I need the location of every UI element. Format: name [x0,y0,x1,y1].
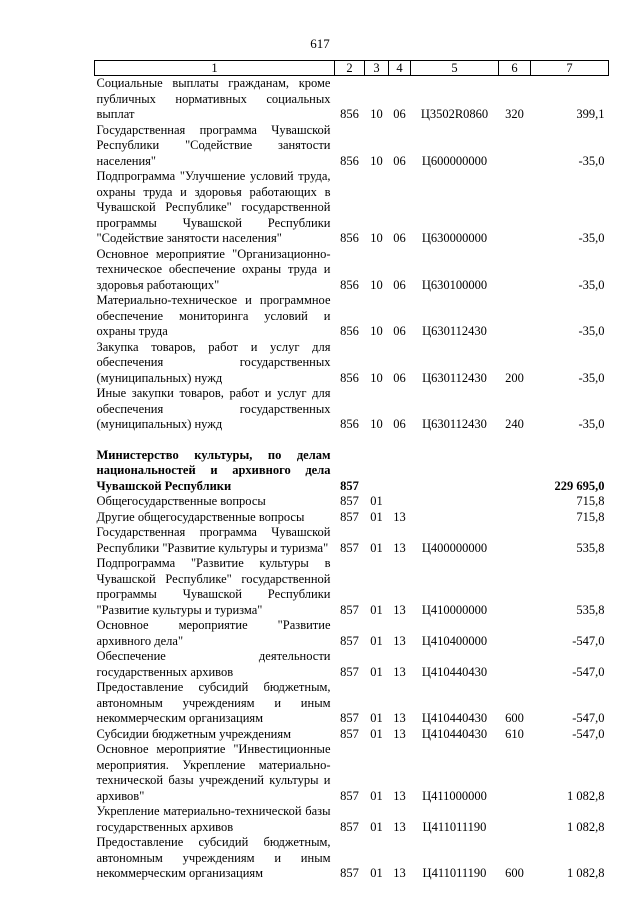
row-gr-code: 856 [340,417,359,431]
row-name: Основное мероприятие "Развитие архивного дела" [96,618,331,648]
table-row [95,494,609,510]
row-amount: 1 082,8 [567,866,605,880]
row-amount: -35,0 [578,277,605,292]
row-subsection: 06 [393,231,406,245]
row-expense-type [499,649,531,680]
column-header-4: 4 [389,61,411,76]
row-section: 01 [370,494,383,508]
row-target-article: Ц410000000 [421,602,488,617]
table-row [95,525,609,556]
table-row [95,448,609,495]
row-name: Иные закупки товаров, работ и услуг для обеспечения государственных (муниципальных) нужд [96,386,331,431]
table-row [95,247,609,294]
table-row [95,835,609,882]
row-section: 10 [370,370,383,385]
row-target-article [411,510,499,526]
row-subsection: 13 [393,509,406,524]
row-target-article [411,448,499,495]
table-row [95,169,609,247]
row-name: Основное мероприятие "Организационно-техническое обеспечение охраны труда и здоровья работающих" [96,246,331,292]
row-gr-code: 856 [340,324,359,338]
row-name: Государственная программа Чувашской Республики "Содействие занятости населения" [96,122,331,168]
table-header [95,61,609,76]
spacer-cell [95,433,609,448]
row-expense-type [499,448,531,495]
page-number: 617 [310,36,330,51]
table-row [95,804,609,835]
row-subsection: 13 [393,726,406,741]
row-name: Обеспечение деятельности государственных архивов [96,649,331,679]
column-header-3: 3 [365,61,389,76]
row-section: 01 [370,711,383,725]
table-row [95,618,609,649]
row-expense-type [499,804,531,835]
table-row [95,386,609,433]
row-name: Предоставление субсидий бюджетным, автономным учреждениям и иным некоммерческим организациям [96,835,331,880]
row-target-article: Ц410440430 [421,664,488,679]
row-amount: -547,0 [572,726,605,741]
row-amount: -547,0 [572,633,605,648]
column-header-7: 7 [531,61,609,76]
row-expense-type [499,556,531,618]
row-amount: 715,8 [576,509,605,524]
row-name: Укрепление материально-технической базы государственных архивов [96,804,331,834]
row-expense-type [499,169,531,247]
row-subsection: 13 [393,664,406,679]
row-section [365,448,389,495]
table-row [95,123,609,170]
column-header-5: 5 [411,61,499,76]
row-amount: 1 082,8 [567,819,605,834]
row-section: 01 [370,866,383,880]
row-gr-code: 857 [340,819,359,834]
row-section: 10 [370,107,383,121]
table-row [95,742,609,804]
row-target-article: Ц630112430 [422,417,487,431]
row-subsection: 06 [393,417,406,431]
row-target-article: Ц411011190 [422,819,487,834]
table-row [95,293,609,340]
row-target-article: Ц630100000 [421,277,488,292]
row-section: 01 [370,540,383,555]
row-gr-code: 857 [340,478,359,493]
budget-table [94,60,609,882]
row-amount: 1 082,8 [567,788,605,803]
row-name: Основное мероприятие "Инвестиционные мероприятия. Укрепление материально-технической базы учреждений культуры и архивов" [96,742,331,803]
row-subsection: 06 [393,370,406,385]
row-section: 01 [370,788,383,803]
row-subsection: 06 [393,324,406,338]
row-gr-code: 856 [340,370,359,385]
row-target-article: Ц630112430 [422,370,487,385]
row-gr-code: 857 [340,788,359,803]
row-target-article: Ц400000000 [421,540,488,555]
row-target-article: Ц410440430 [421,726,488,741]
row-expense-type [499,618,531,649]
row-section: 01 [370,664,383,679]
row-name: Министерство культуры, по делам национальностей и архивного дела Чувашской Республики [96,447,331,493]
row-expense-type: 600 [505,711,524,725]
row-target-article: Ц600000000 [421,153,488,168]
table-row [95,649,609,680]
row-name: Субсидии бюджетным учреждениям [96,726,292,741]
row-gr-code: 857 [340,726,359,741]
row-expense-type [499,510,531,526]
row-gr-code: 857 [340,664,359,679]
row-gr-code: 857 [340,494,359,508]
row-amount: -547,0 [572,711,605,725]
row-amount: -547,0 [572,664,605,679]
row-name: Подпрограмма "Улучшение условий труда, охраны труда и здоровья работающих в Чувашской Республике" государственной программы Чувашской Республики "Содействие занятости населения" [96,169,331,245]
row-subsection [389,448,411,495]
row-target-article: Ц3502R0860 [420,107,489,121]
row-amount: -35,0 [578,417,605,431]
row-gr-code: 856 [340,231,359,245]
row-subsection: 13 [393,602,406,617]
row-subsection: 06 [393,277,406,292]
row-expense-type: 600 [505,866,524,880]
row-subsection: 13 [393,540,406,555]
row-subsection: 06 [393,153,406,168]
row-amount: -35,0 [578,370,605,385]
row-expense-type: 320 [505,107,524,121]
table-row [95,727,609,743]
row-gr-code: 857 [340,711,359,725]
table-row [95,76,609,123]
row-name: Другие общегосударственные вопросы [96,509,305,524]
row-subsection: 13 [393,633,406,648]
row-name: Социальные выплаты гражданам, кроме публичных нормативных социальных выплат [96,76,331,121]
row-section: 10 [370,153,383,168]
row-amount: 535,8 [576,602,605,617]
row-target-article: Ц410400000 [421,633,488,648]
row-section: 10 [370,277,383,292]
row-amount: 399,1 [576,107,605,121]
row-subsection: 13 [393,866,406,880]
row-gr-code: 856 [340,277,359,292]
row-amount: -35,0 [578,231,605,245]
row-expense-type [499,494,531,510]
table-row [95,556,609,618]
row-section: 01 [370,819,383,834]
row-section: 10 [370,231,383,245]
row-amount: -35,0 [578,324,605,338]
row-target-article: Ц411011190 [422,866,487,880]
row-expense-type: 240 [505,417,524,431]
column-header-1: 1 [95,61,335,76]
row-gr-code: 857 [340,602,359,617]
table-body [95,76,609,882]
table-row [95,340,609,387]
row-expense-type [499,123,531,170]
row-subsection: 06 [393,107,406,121]
column-header-6: 6 [499,61,531,76]
row-target-article: Ц411000000 [422,788,487,803]
row-name: Материально-техническое и программное обеспечение мониторинга условий и охраны труда [96,293,331,338]
row-subsection: 13 [393,711,406,725]
row-amount: 229 695,0 [554,478,605,493]
row-amount: 535,8 [576,540,605,555]
table-row [95,680,609,727]
row-name: Предоставление субсидий бюджетным, автономным учреждениям и иным некоммерческим организациям [96,680,331,725]
row-gr-code: 857 [340,540,359,555]
row-expense-type: 610 [505,726,524,741]
row-section: 01 [370,509,383,524]
row-expense-type: 200 [505,370,524,385]
row-gr-code: 857 [340,633,359,648]
row-section: 01 [370,726,383,741]
table-row [95,510,609,526]
row-expense-type [499,293,531,340]
row-gr-code: 857 [340,509,359,524]
row-section: 01 [370,602,383,617]
row-target-article: Ц630112430 [422,324,487,338]
row-gr-code: 857 [340,866,359,880]
row-gr-code: 856 [340,107,359,121]
row-name: Закупка товаров, работ и услуг для обеспечения государственных (муниципальных) нужд [96,339,331,385]
row-section: 10 [370,324,383,338]
row-expense-type [499,742,531,804]
row-name: Общегосударственные вопросы [96,494,266,508]
row-amount: 715,8 [576,494,605,508]
row-expense-type [499,247,531,294]
row-target-article: Ц410440430 [421,711,488,725]
row-target-article: Ц630000000 [421,231,488,245]
spacer-row [95,433,609,448]
row-subsection [389,494,411,510]
row-section: 01 [370,633,383,648]
row-expense-type [499,525,531,556]
column-header-2: 2 [335,61,365,76]
row-subsection: 13 [393,788,406,803]
row-subsection: 13 [393,819,406,834]
row-target-article [411,494,499,510]
row-section: 10 [370,417,383,431]
row-amount: -35,0 [578,153,605,168]
row-name: Подпрограмма "Развитие культуры в Чувашской Республике" государственной программы Чувашской Республики "Развитие культуры и туризма" [96,556,331,617]
row-gr-code: 856 [340,153,359,168]
row-name: Государственная программа Чувашской Республики "Развитие культуры и туризма" [96,525,331,555]
